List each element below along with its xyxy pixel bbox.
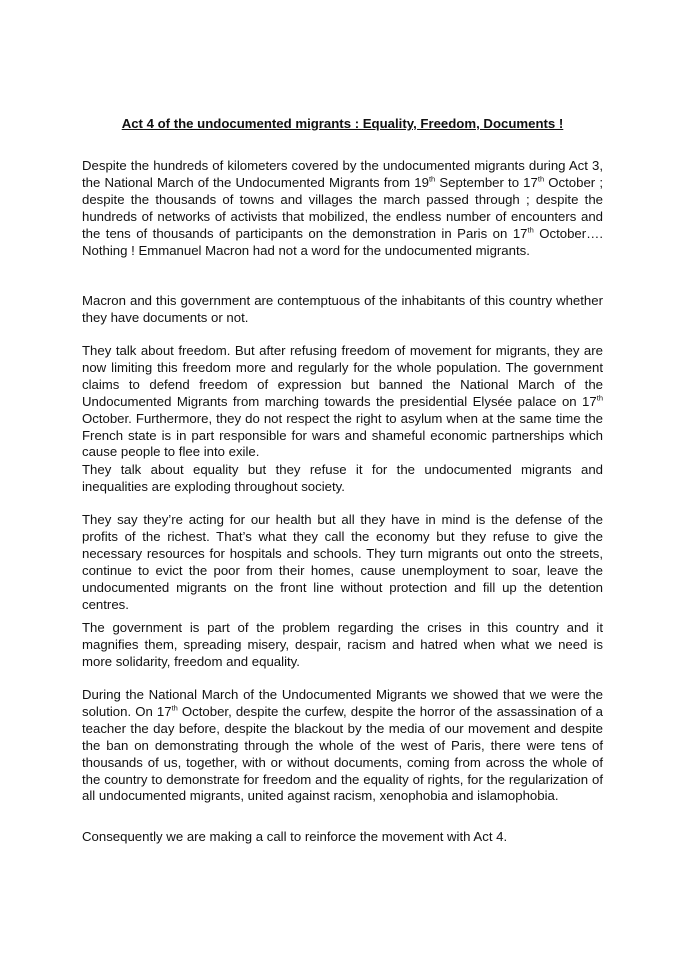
- paragraph-5: They say they’re acting for our health but all they have in mind is the defense of the profits of the richest. That’s what they call the economy but they refuse to give the necessary resources for hospitals and schools. They turn migrants out onto the streets, continue to evict the poor from their homes, cause unemployment to soar, leave the undocumented migrants on the front line without protection and fill up the detention centres.: [82, 512, 603, 612]
- paragraph-8: Consequently we are making a call to reinforce the movement with Act 4.: [82, 829, 508, 844]
- paragraph-1: Despite the hundreds of kilometers covered by the undocumented migrants during Act 3, the National March of the Undocumented Migrants from 19th September to 17th October ; despite the thousands of towns and villages the march passed through ; despite the hundreds of networks of activists that mobilized, the endless number of encounters and the tens of thousands of participants on the demonstration in Paris on 17th October…. Nothing ! Emmanuel Macron had not a word for the undocumented migrants.: [82, 158, 604, 258]
- paragraph-4: They talk about equality but they refuse it for the undocumented migrants and inequalities are exploding throughout society.: [82, 462, 603, 494]
- paragraph-3: They talk about freedom. But after refusing freedom of movement for migrants, they are now limiting this freedom more and regularly for the whole population. The government claims to defend freedom of expression but banned the National March of the Undocumented Migrants from marching towards the presidential Elysée palace on 17th October. Furthermore, they do not respect the right to asylum when at the same time the French state is in part responsible for wars and shameful economic partnerships which cause people to flee into exile.: [82, 343, 603, 460]
- document-title: Act 4 of the undocumented migrants : Equality, Freedom, Documents !: [121, 116, 564, 131]
- paragraph-6: The government is part of the problem regarding the crises in this country and it magnifies them, spreading misery, despair, racism and hatred when what we need is more solidarity, freedom and equality.: [82, 620, 603, 669]
- paragraph-7: During the National March of the Undocumented Migrants we showed that we were the solution. On 17th October, despite the curfew, despite the horror of the assassination of a teacher the day before, despite the blackout by the media of our movement and despite the ban on demonstrating through the whole of the west of Paris, there were tens of thousands of us, together, with or without documents, coming from across the whole of the country to demonstrate for freedom and the equality of rights, for the regularization of all undocumented migrants, united against racism, xenophobia and islamophobia.: [82, 687, 603, 804]
- paragraph-2: Macron and this government are contemptuous of the inhabitants of this country whether they have documents or not.: [82, 293, 603, 325]
